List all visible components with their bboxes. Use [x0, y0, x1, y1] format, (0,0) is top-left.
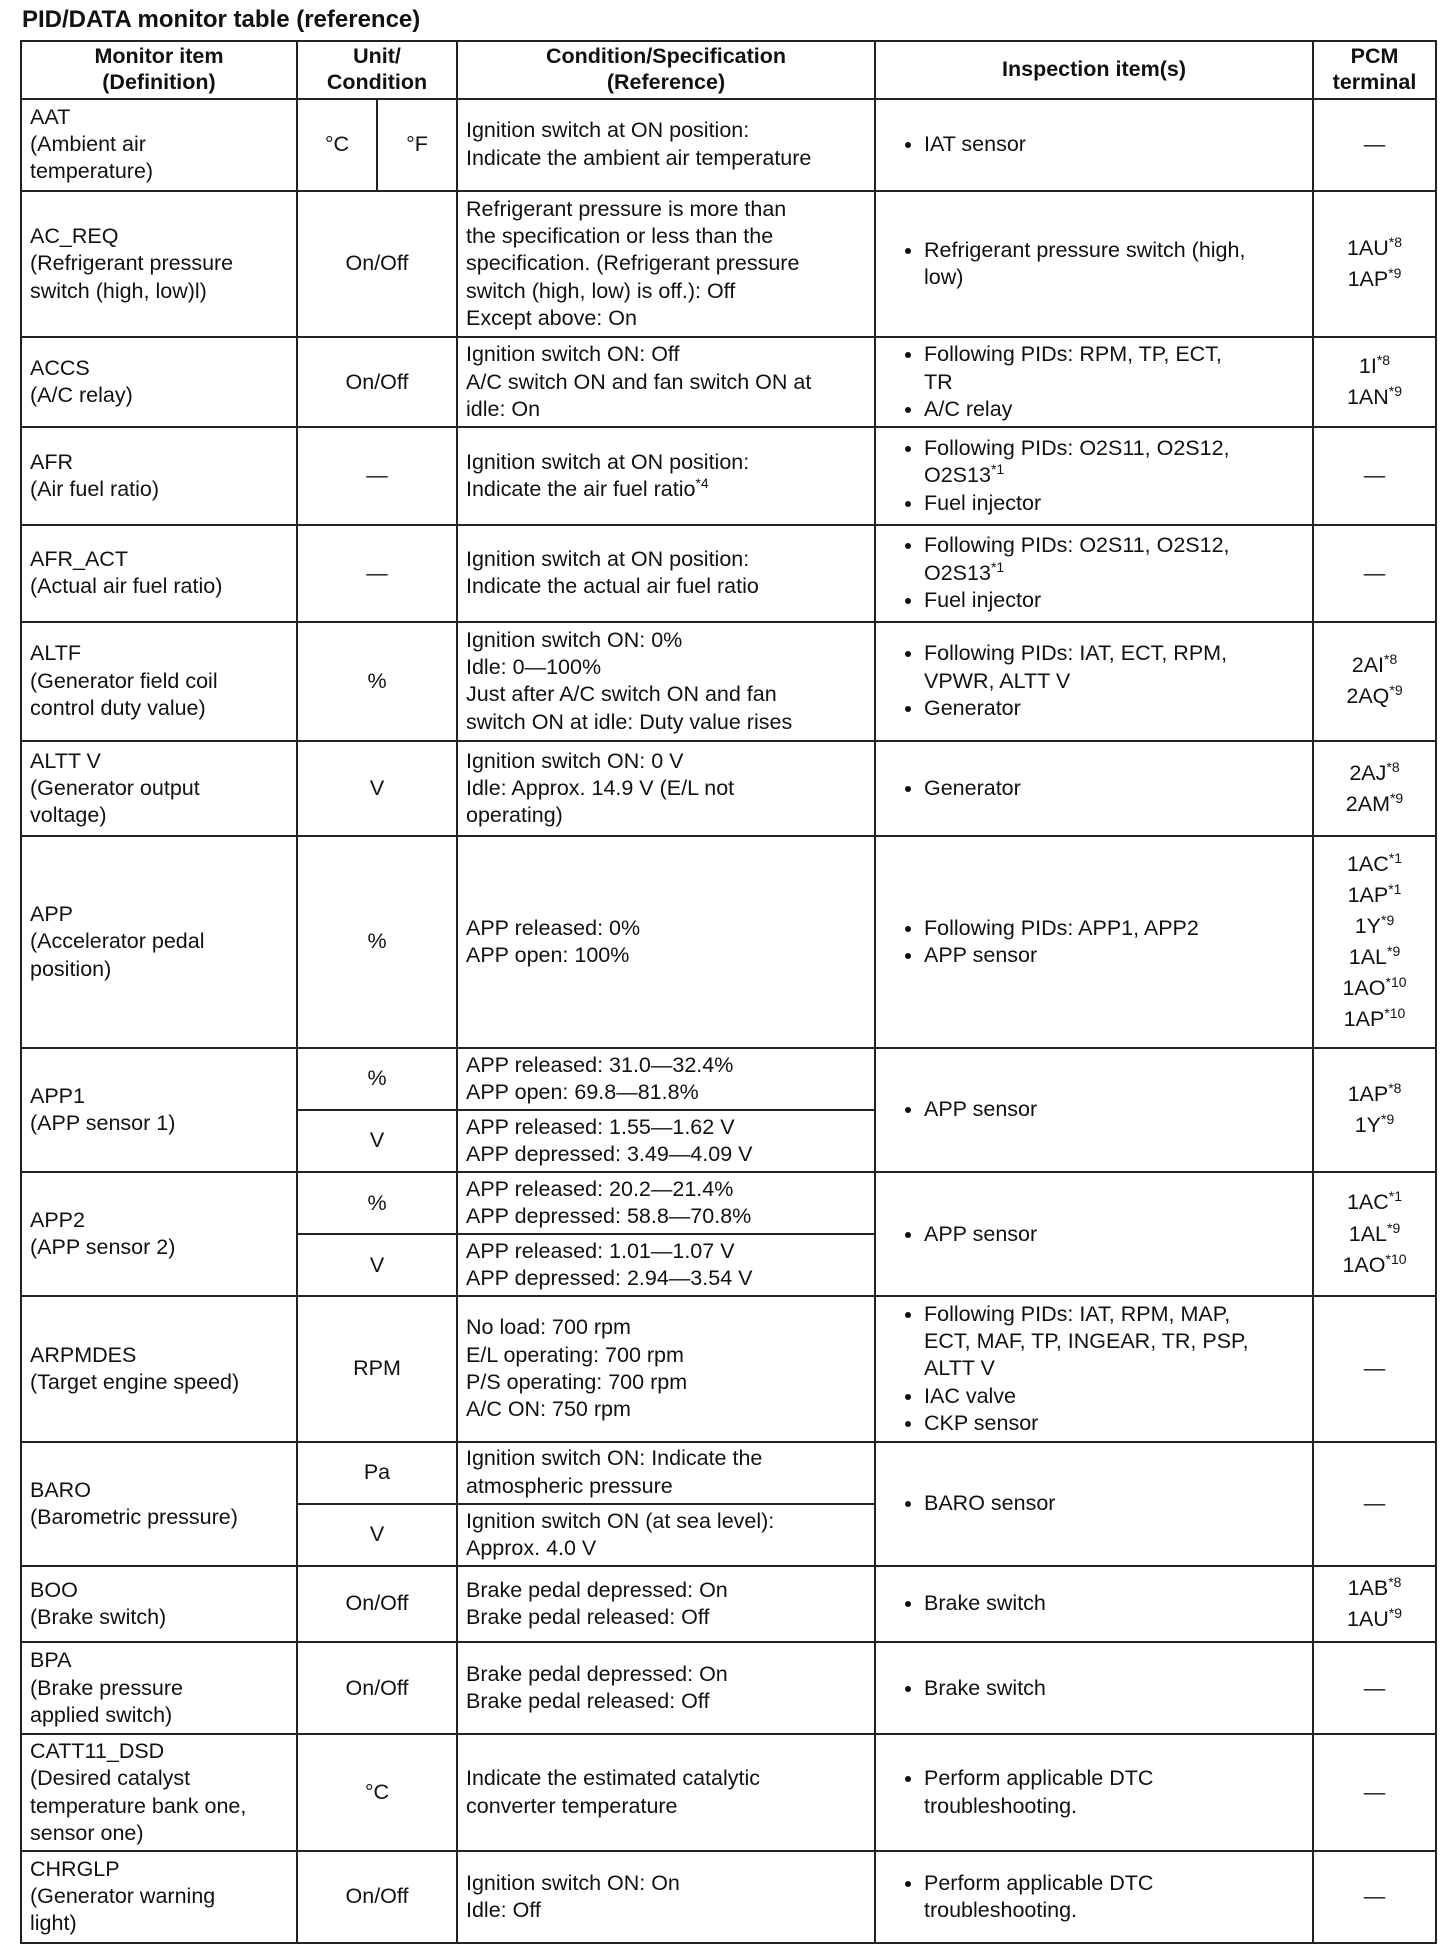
pcm-terminal [1313, 1566, 1436, 1642]
monitor-item: APP2 (APP sensor 2) [21, 1172, 297, 1296]
inspection-items [875, 191, 1313, 337]
pcm-terminal-code: $1I^{*8}$ [1358, 352, 1391, 379]
page-title: PID/DATA monitor table (reference) [22, 6, 421, 33]
inspection-items [875, 1048, 1313, 1172]
condition-spec: Ignition switch at ON position: Indicate the air fuel ratio$^{*4}$ [457, 427, 875, 524]
table-row-app1 [21, 1048, 1436, 1110]
unit-condition: V [297, 741, 457, 836]
pcm-terminal-code: 2AQ$^{*9}$ [1346, 682, 1403, 709]
condition-spec: APP released: 1.01—1.07 V APP depressed: 2.94—3.54 V [457, 1234, 875, 1296]
pcm-terminal-code: 1AC$^{*1}$ [1346, 849, 1403, 876]
condition-spec: Ignition switch ON: 0 V Idle: Approx. 14.9 V (E/L not operating) [457, 741, 875, 836]
condition-spec: Ignition switch ON: On Idle: Off [457, 1851, 875, 1943]
unit-condition: RPM [297, 1296, 457, 1441]
inspection-item: • APP sensor [924, 1096, 1304, 1123]
table-row-catt11-dsd [21, 1734, 1436, 1850]
monitor-item: AAT (Ambient air temperature) [21, 99, 297, 191]
unit-condition: V [297, 1110, 457, 1172]
pcm-terminal [1313, 622, 1436, 741]
header-monitor-item: Monitor item (Definition) [21, 41, 297, 99]
pcm-terminal-code: 1AO$^{*10}$ [1342, 974, 1407, 1001]
table-row-afr [21, 427, 1436, 524]
pcm-terminal-code: 1AC$^{*1}$ [1346, 1188, 1403, 1215]
table-row-afr-act [21, 525, 1436, 622]
pcm-terminal: — [1313, 1442, 1436, 1566]
unit-condition: On/Off [297, 1642, 457, 1734]
pcm-terminal-code: 2AM$^{*9}$ [1345, 789, 1404, 816]
inspection-item: • Brake switch [924, 1590, 1304, 1617]
inspection-item: • A/C relay [924, 396, 1304, 423]
condition-spec: Ignition switch ON: Off A/C switch ON and fan switch ON at idle: On [457, 337, 875, 427]
unit-condition: V [297, 1504, 457, 1566]
monitor-item: ALTF (Generator field coil control duty value) [21, 622, 297, 741]
condition-spec: Ignition switch ON: 0% Idle: 0—100% Just after A/C switch ON and fan switch ON at idle: Duty value rises [457, 622, 875, 741]
condition-spec: Brake pedal depressed: On Brake pedal released: Off [457, 1642, 875, 1734]
pcm-terminal: — [1313, 525, 1436, 622]
condition-spec: Indicate the estimated catalytic converter temperature [457, 1734, 875, 1850]
pcm-terminal-code: 1AP$^{*1}$ [1347, 880, 1402, 907]
inspection-item: • Generator [924, 775, 1304, 802]
monitor-item: CHRGLP (Generator warning light) [21, 1851, 297, 1943]
pcm-terminal-code: 1AP$^{*8}$ [1347, 1079, 1402, 1106]
table-row-app2 [21, 1172, 1436, 1234]
pcm-terminal-code: 1AP$^{*10}$ [1343, 1005, 1406, 1032]
pcm-terminal-code: 1AL$^{*9}$ [1348, 943, 1401, 970]
inspection-item: • APP sensor [924, 1221, 1304, 1248]
inspection-items [875, 99, 1313, 191]
pcm-terminal: — [1313, 427, 1436, 524]
pcm-terminal-code: 1AL$^{*9}$ [1348, 1219, 1401, 1246]
unit-condition: % [297, 836, 457, 1048]
table-row-bpa [21, 1642, 1436, 1734]
condition-spec: Ignition switch at ON position: Indicate the actual air fuel ratio [457, 525, 875, 622]
table-row-altt-v [21, 741, 1436, 836]
pcm-terminal: — [1313, 1296, 1436, 1441]
condition-spec: APP released: 31.0—32.4% APP open: 69.8—81.8% [457, 1048, 875, 1110]
monitor-item: AFR_ACT (Actual air fuel ratio) [21, 525, 297, 622]
inspection-items [875, 1566, 1313, 1642]
table-row-chrglp [21, 1851, 1436, 1943]
inspection-item: • Following PIDs: IAT, RPM, MAP, ECT, MAF, TP, INGEAR, TR, PSP, ALTT V [924, 1301, 1304, 1383]
inspection-item: • BARO sensor [924, 1490, 1304, 1517]
pcm-terminal-code: 2AI$^{*8}$ [1351, 651, 1398, 678]
inspection-item: • Perform applicable DTC troubleshooting. [924, 1870, 1304, 1925]
pcm-terminal-code: $1Y^{*9}$ [1354, 911, 1395, 938]
pcm-terminal: — [1313, 1734, 1436, 1850]
condition-spec: APP released: 20.2—21.4% APP depressed: 58.8—70.8% [457, 1172, 875, 1234]
table-row-baro [21, 1442, 1436, 1504]
monitor-item: APP (Accelerator pedal position) [21, 836, 297, 1048]
inspection-items [875, 337, 1313, 427]
header-inspection-items: Inspection item(s) [875, 41, 1313, 99]
pcm-terminal-code: $1Y^{*9}$ [1354, 1110, 1395, 1137]
condition-spec: APP released: 0% APP open: 100% [457, 836, 875, 1048]
monitor-item: BOO (Brake switch) [21, 1566, 297, 1642]
pid-monitor-table [20, 40, 1437, 1944]
inspection-items [875, 1734, 1313, 1850]
unit-condition: % [297, 1048, 457, 1110]
pcm-terminal: — [1313, 1851, 1436, 1943]
pcm-terminal: — [1313, 99, 1436, 191]
header-condition-spec: Condition/Specification (Reference) [457, 41, 875, 99]
pcm-terminal-code: 1AP$^{*9}$ [1347, 264, 1402, 291]
pcm-terminal-code: 1AU$^{*8}$ [1346, 233, 1403, 260]
unit-condition: On/Off [297, 1851, 457, 1943]
pcm-terminal [1313, 741, 1436, 836]
unit-condition: °C [297, 1734, 457, 1850]
condition-spec: Refrigerant pressure is more than the specification or less than the specification. (Refrigerant pressure switch (high, low) is off.): Off Except above: On [457, 191, 875, 337]
pcm-terminal-code: 1AN$^{*9}$ [1346, 383, 1403, 410]
inspection-item: • Generator [924, 695, 1304, 722]
pcm-terminal [1313, 1172, 1436, 1296]
unit-condition: V [297, 1234, 457, 1296]
inspection-item: • APP sensor [924, 942, 1304, 969]
inspection-item: • Following PIDs: O2S11, O2S12, O2S13$^{*1}$ [924, 435, 1304, 490]
inspection-item: • CKP sensor [924, 1410, 1304, 1437]
inspection-item: • Following PIDs: RPM, TP, ECT, TR [924, 341, 1304, 396]
monitor-item: ALTT V (Generator output voltage) [21, 741, 297, 836]
unit-condition: — [297, 427, 457, 524]
pcm-terminal-code: 1AB$^{*8}$ [1347, 1573, 1402, 1600]
monitor-item: APP1 (APP sensor 1) [21, 1048, 297, 1172]
table-row-boo [21, 1566, 1436, 1642]
header-unit-condition: Unit/ Condition [297, 41, 457, 99]
table-row-aat [21, 99, 1436, 191]
monitor-item: ARPMDES (Target engine speed) [21, 1296, 297, 1441]
condition-spec: Brake pedal depressed: On Brake pedal released: Off [457, 1566, 875, 1642]
inspection-items [875, 1851, 1313, 1943]
monitor-item: ACCS (A/C relay) [21, 337, 297, 427]
inspection-item: • Perform applicable DTC troubleshooting. [924, 1765, 1304, 1820]
table-row-altf [21, 622, 1436, 741]
inspection-item: • Fuel injector [924, 587, 1304, 614]
inspection-item: • Fuel injector [924, 490, 1304, 517]
inspection-items [875, 1172, 1313, 1296]
inspection-items [875, 622, 1313, 741]
inspection-items [875, 1296, 1313, 1441]
inspection-item: • Brake switch [924, 1675, 1304, 1702]
unit-condition: On/Off [297, 191, 457, 337]
inspection-item: • Following PIDs: APP1, APP2 [924, 915, 1304, 942]
monitor-item: AFR (Air fuel ratio) [21, 427, 297, 524]
unit-condition: % [297, 622, 457, 741]
pcm-terminal [1313, 337, 1436, 427]
inspection-item: • Refrigerant pressure switch (high, low) [924, 237, 1304, 292]
pcm-terminal [1313, 836, 1436, 1048]
monitor-item: BARO (Barometric pressure) [21, 1442, 297, 1566]
inspection-items [875, 427, 1313, 524]
unit-condition: On/Off [297, 337, 457, 427]
unit-condition: On/Off [297, 1566, 457, 1642]
pcm-terminal: — [1313, 1642, 1436, 1734]
monitor-item: BPA (Brake pressure applied switch) [21, 1642, 297, 1734]
monitor-item: CATT11_DSD (Desired catalyst temperature bank one, sensor one) [21, 1734, 297, 1850]
unit-condition: % [297, 1172, 457, 1234]
table-row-ac-req [21, 191, 1436, 337]
header-pcm-terminal: PCM terminal [1313, 41, 1436, 99]
inspection-items [875, 1442, 1313, 1566]
unit-condition: — [297, 525, 457, 622]
inspection-items [875, 525, 1313, 622]
table-row-arpmdes [21, 1296, 1436, 1441]
condition-spec: Ignition switch ON: Indicate the atmospheric pressure [457, 1442, 875, 1504]
unit-fahrenheit: °F [377, 99, 457, 191]
pcm-terminal-code: 1AU$^{*9}$ [1346, 1605, 1403, 1632]
pcm-terminal-code: 2AJ$^{*8}$ [1349, 758, 1400, 785]
inspection-item: • IAC valve [924, 1383, 1304, 1410]
inspection-items [875, 741, 1313, 836]
unit-condition: Pa [297, 1442, 457, 1504]
condition-spec: APP released: 1.55—1.62 V APP depressed: 3.49—4.09 V [457, 1110, 875, 1172]
pcm-terminal [1313, 191, 1436, 337]
pcm-terminal-code: 1AO$^{*10}$ [1342, 1250, 1407, 1277]
condition-spec: No load: 700 rpm E/L operating: 700 rpm P/S operating: 700 rpm A/C ON: 750 rpm [457, 1296, 875, 1441]
inspection-item: • Following PIDs: O2S11, O2S12, O2S13$^{*1}$ [924, 532, 1304, 587]
table-row-accs [21, 337, 1436, 427]
inspection-item: • Following PIDs: IAT, ECT, RPM, VPWR, ALTT V [924, 640, 1304, 695]
monitor-item: AC_REQ (Refrigerant pressure switch (high, low)l) [21, 191, 297, 337]
inspection-items [875, 1642, 1313, 1734]
inspection-item: • IAT sensor [924, 131, 1304, 158]
inspection-items [875, 836, 1313, 1048]
table-header-row [21, 41, 1436, 99]
unit-celsius: °C [297, 99, 377, 191]
condition-spec: Ignition switch at ON position: Indicate the ambient air temperature [457, 99, 875, 191]
condition-spec: Ignition switch ON (at sea level): Approx. 4.0 V [457, 1504, 875, 1566]
pcm-terminal [1313, 1048, 1436, 1172]
table-row-app [21, 836, 1436, 1048]
